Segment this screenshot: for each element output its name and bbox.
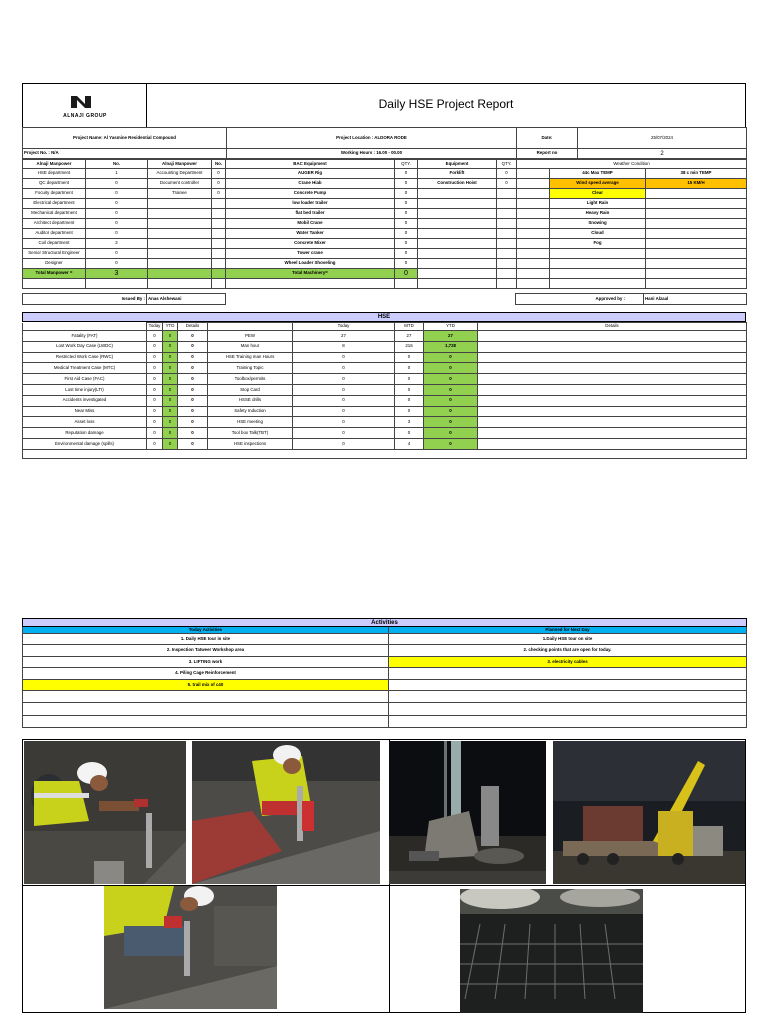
logo-name: ALNAJI GROUP xyxy=(63,113,107,119)
hse-metric-details xyxy=(478,438,747,449)
hse-metric-details xyxy=(478,352,747,363)
site-photo-worker-tool xyxy=(192,741,380,884)
hse-metric-today: 0 xyxy=(293,363,395,374)
hse-indicator-label: Near Miss xyxy=(23,406,147,417)
hse-indicator-label: Restricted Work Case (RWC) xyxy=(23,352,147,363)
equipment-name: AUGER Rig xyxy=(226,169,395,179)
total-manpower-label: Total Manpower = xyxy=(23,269,86,279)
hse-metric-mtd: 0 xyxy=(395,428,424,439)
next-day-activity-item: 2. checking points that are open for today. xyxy=(389,645,747,656)
weather-condition: Light Rain xyxy=(550,199,646,209)
hse-metric-label: Safety Induction xyxy=(208,406,293,417)
manpower2-count: 0 xyxy=(212,189,226,199)
hse-indicator-details: 0 xyxy=(178,395,208,406)
hse-title-bar xyxy=(22,312,746,322)
today-activity-item: 4. Piling Cage Reinforcement xyxy=(23,668,389,679)
manpower-count: 2 xyxy=(86,239,148,249)
issued-by-value: Anas Alshewani xyxy=(147,294,226,305)
hse-metric-label: Man hour xyxy=(208,341,293,352)
hse-indicator-today: 0 xyxy=(147,438,163,449)
hse-indicator-details: 0 xyxy=(178,341,208,352)
hse-metric-ytd: 27 xyxy=(424,331,478,342)
equipment-qty: 0 xyxy=(395,209,418,219)
hse-metric-mtd: 4 xyxy=(395,438,424,449)
total-machinery-value: 0 xyxy=(395,269,418,279)
hse-indicator-details: 0 xyxy=(178,363,208,374)
alnaji-logo-icon xyxy=(69,95,93,109)
hse-metric-ytd: 0 xyxy=(424,417,478,428)
equipment-name: Concrete Pump xyxy=(226,189,395,199)
hse-metric-mtd: 0 xyxy=(395,395,424,406)
equipment2-col-header: Equipment xyxy=(418,160,497,169)
hse-right-details-header: Details xyxy=(478,323,747,331)
hse-indicator-ytd: 0 xyxy=(163,341,178,352)
manpower-name: Auditor department xyxy=(23,229,86,239)
next-day-activity-item: 3. electricity cables xyxy=(389,656,747,667)
hse-metric-mtd: 27 xyxy=(395,331,424,342)
equipment-qty: 0 xyxy=(395,169,418,179)
equipment-name: Crane Hiab xyxy=(226,179,395,189)
hse-left-ytd-header: YTD xyxy=(163,323,178,331)
hse-indicator-label: First Aid Case (FAC) xyxy=(23,374,147,385)
hse-metric-ytd: 0 xyxy=(424,384,478,395)
manpower-name: HSE department xyxy=(23,169,86,179)
weather-condition: Cloud xyxy=(550,229,646,239)
weather-condition: Clear xyxy=(550,189,646,199)
hse-indicator-details: 0 xyxy=(178,352,208,363)
hse-indicator-details: 0 xyxy=(178,428,208,439)
today-activity-item: 2. Inspection Tatweer Workshop area xyxy=(23,645,389,656)
manpower-count: 0 xyxy=(86,249,148,259)
min-temp: 38 c min TEMP xyxy=(646,169,747,179)
hse-metric-ytd: 0 xyxy=(424,374,478,385)
manpower-count: 0 xyxy=(86,199,148,209)
equipment2-qty-header: QTY. xyxy=(497,160,517,169)
manpower-name: Mechanical department xyxy=(23,209,86,219)
hse-metric-today: 0 xyxy=(293,417,395,428)
report-no-label: Report no xyxy=(517,149,578,159)
working-hours: Working Hours : 16.00 - 00.00 xyxy=(227,149,517,159)
manpower2-count: 0 xyxy=(212,169,226,179)
hse-left-details-header: Details xyxy=(178,323,208,331)
hse-metric-today: 0 xyxy=(293,438,395,449)
hse-metric-ytd: 0 xyxy=(424,363,478,374)
hse-indicator-label: Asset loss xyxy=(23,417,147,428)
hse-metric-today: 0 xyxy=(293,395,395,406)
hse-indicator-ytd: 0 xyxy=(163,352,178,363)
hse-indicator-today: 0 xyxy=(147,417,163,428)
hse-metric-today: 0 xyxy=(293,428,395,439)
hse-metric-ytd: 0 xyxy=(424,395,478,406)
hse-indicator-today: 0 xyxy=(147,384,163,395)
hse-metric-details xyxy=(478,363,747,374)
wind-speed-value: 15 KM/H xyxy=(646,179,747,189)
hse-metric-mtd: 0 xyxy=(395,374,424,385)
hse-indicator-today: 0 xyxy=(147,363,163,374)
hse-right-ytd-header: YTD xyxy=(424,323,478,331)
equipment2-qty: 0 xyxy=(497,179,517,189)
hse-indicator-today: 0 xyxy=(147,406,163,417)
manpower-name: Designer xyxy=(23,259,86,269)
report-title: Daily HSE Project Report xyxy=(378,97,514,111)
date-label: Date: xyxy=(517,128,578,149)
hse-metric-ytd: 1,728 xyxy=(424,341,478,352)
hse-metric-label: PEW xyxy=(208,331,293,342)
equipment-name: Concrete Mixer xyxy=(226,239,395,249)
hse-right-mtd-header: MTD xyxy=(395,323,424,331)
hse-metric-details xyxy=(478,417,747,428)
equipment2-qty: 0 xyxy=(497,169,517,179)
hse-metric-ytd: 0 xyxy=(424,352,478,363)
hse-left-today-header: Today xyxy=(147,323,163,331)
report-header xyxy=(22,83,746,127)
hse-title: HSE xyxy=(377,314,391,320)
max-temp: 44c Max TEMP xyxy=(550,169,646,179)
report-no-value: 2 xyxy=(578,149,747,159)
site-photo-crane-truck xyxy=(553,741,745,884)
hse-metric-label: HSSE drills xyxy=(208,395,293,406)
hse-metric-label: HSE Training man Hours xyxy=(208,352,293,363)
approved-by-label: Approved by : xyxy=(578,294,644,305)
hse-metric-today: 0 xyxy=(293,374,395,385)
manpower2-no-header: No. xyxy=(212,160,226,169)
wind-speed-label: Wind speed average xyxy=(550,179,646,189)
site-photo-piling-rig xyxy=(389,741,546,884)
manpower-col-header: Alnaji Manpower xyxy=(23,160,86,169)
hse-indicator-today: 0 xyxy=(147,395,163,406)
hse-indicator-ytd: 0 xyxy=(163,428,178,439)
activities-title: Activities xyxy=(23,619,747,627)
manpower-count: 0 xyxy=(86,179,148,189)
hse-metric-label: Training Topic xyxy=(208,363,293,374)
equipment-qty: 0 xyxy=(395,249,418,259)
info-table xyxy=(22,127,747,159)
equipment-qty-header: QTY. xyxy=(395,160,418,169)
site-photo-worker-mixing xyxy=(104,886,277,1009)
hse-indicator-details: 0 xyxy=(178,438,208,449)
hse-indicator-ytd: 0 xyxy=(163,438,178,449)
hse-indicator-ytd: 0 xyxy=(163,406,178,417)
hse-indicator-ytd: 0 xyxy=(163,331,178,342)
hse-metric-today: 0 xyxy=(293,406,395,417)
hse-indicator-ytd: 0 xyxy=(163,384,178,395)
manpower2-count: 0 xyxy=(212,179,226,189)
manpower-count: 0 xyxy=(86,229,148,239)
hse-metric-ytd: 0 xyxy=(424,428,478,439)
hse-metric-label: HSE inspections xyxy=(208,438,293,449)
equipment-qty: 0 xyxy=(395,219,418,229)
next-day-header: Planned for Next Day xyxy=(389,627,747,634)
manpower-count: 0 xyxy=(86,259,148,269)
manpower-count: 0 xyxy=(86,209,148,219)
equipment-name: Water Tanker xyxy=(226,229,395,239)
hse-indicator-details: 0 xyxy=(178,374,208,385)
manpower-count: 0 xyxy=(86,189,148,199)
hse-metric-ytd: 0 xyxy=(424,406,478,417)
hse-right-today-header: Today xyxy=(293,323,395,331)
hse-metric-today: 0 xyxy=(293,352,395,363)
weather-condition: Fog xyxy=(550,239,646,249)
weather-condition: Heavy Rain xyxy=(550,209,646,219)
hse-indicator-ytd: 0 xyxy=(163,395,178,406)
manpower-count: 1 xyxy=(86,169,148,179)
manpower-no-header: No. xyxy=(86,160,148,169)
approved-by-value: Hani Alzaal xyxy=(644,294,747,305)
today-activity-item: 1. Daily HSE tour in site xyxy=(23,634,389,645)
today-activity-item: 5. trail mix of c40 xyxy=(23,679,389,690)
hse-metric-details xyxy=(478,341,747,352)
equipment-col-header: BAC Equipment xyxy=(226,160,395,169)
manpower-count: 0 xyxy=(86,219,148,229)
equipment-name: Tower crane xyxy=(226,249,395,259)
weather-title: Weather Condition xyxy=(517,160,747,169)
manpower2-col-header: Alnaji Manpower xyxy=(148,160,212,169)
equipment-name: Wheel Loader Shoveling xyxy=(226,259,395,269)
hse-indicator-details: 0 xyxy=(178,384,208,395)
hse-metric-label: HSE meeting xyxy=(208,417,293,428)
project-name: Project Name: Al Yasmine Residential Compound xyxy=(23,128,227,149)
activities-table xyxy=(22,618,747,728)
hse-metric-label: Toolbox/permits xyxy=(208,374,293,385)
hse-indicator-label: Fatality (FAT) xyxy=(23,331,147,342)
hse-metric-details xyxy=(478,395,747,406)
hse-indicator-today: 0 xyxy=(147,331,163,342)
hse-indicator-details: 0 xyxy=(178,417,208,428)
site-photo-rebar-night xyxy=(460,889,643,1013)
project-location: Project Location : ALDORA RODE xyxy=(227,128,517,149)
hse-indicator-today: 0 xyxy=(147,352,163,363)
manpower2-name: Accounting Department xyxy=(148,169,212,179)
equipment-qty: 0 xyxy=(395,199,418,209)
hse-metric-label: Stop Card xyxy=(208,384,293,395)
logo-cell xyxy=(23,84,147,127)
signoff-table xyxy=(22,293,747,305)
hse-table xyxy=(22,322,747,459)
next-day-activity-item: 1.Daily HSE tour on site xyxy=(389,634,747,645)
total-machinery-label: Total Machinery= xyxy=(226,269,395,279)
hse-indicator-details: 0 xyxy=(178,406,208,417)
hse-metric-ytd: 0 xyxy=(424,438,478,449)
resource-table xyxy=(22,159,747,289)
hse-metric-details xyxy=(478,384,747,395)
equipment-qty: 0 xyxy=(395,239,418,249)
hse-metric-details xyxy=(478,406,747,417)
hse-indicator-label: Reputation damage xyxy=(23,428,147,439)
manpower-name: Architect department xyxy=(23,219,86,229)
hse-metric-mtd: 216 xyxy=(395,341,424,352)
hse-metric-details xyxy=(478,374,747,385)
hse-metric-mtd: 0 xyxy=(395,384,424,395)
manpower-name: Senior Structural Engineer xyxy=(23,249,86,259)
hse-indicator-label: Lost Work Day Case (LWDC) xyxy=(23,341,147,352)
manpower2-name: Document controller xyxy=(148,179,212,189)
hse-indicator-ytd: 0 xyxy=(163,374,178,385)
weather-condition: Snowing xyxy=(550,219,646,229)
hse-indicator-label: Environmental damage (spills) xyxy=(23,438,147,449)
manpower-name: QC department xyxy=(23,179,86,189)
equipment-name: flat bed trailer xyxy=(226,209,395,219)
issued-by-label: Issued By : xyxy=(23,294,147,305)
hse-metric-today: 27 xyxy=(293,331,395,342)
today-activities-header: Today Activities xyxy=(23,627,389,634)
hse-metric-details xyxy=(478,428,747,439)
hse-indicator-today: 0 xyxy=(147,428,163,439)
today-activity-item: 3. LIFTING work xyxy=(23,656,389,667)
hse-indicator-today: 0 xyxy=(147,341,163,352)
hse-metric-details xyxy=(478,331,747,342)
equipment-qty: 0 xyxy=(395,259,418,269)
manpower2-name: Trainee xyxy=(148,189,212,199)
equipment-qty: 0 xyxy=(395,179,418,189)
equipment-qty: 0 xyxy=(395,189,418,199)
manpower-name: Electrical department xyxy=(23,199,86,209)
date-value: 25/07/2024 xyxy=(578,128,747,149)
hse-metric-mtd: 0 xyxy=(395,406,424,417)
hse-metric-mtd: 0 xyxy=(395,352,424,363)
equipment-name: Mobil Crane xyxy=(226,219,395,229)
hse-metric-today: 8 xyxy=(293,341,395,352)
hse-indicator-label: Lost time injury(LTI) xyxy=(23,384,147,395)
hse-metric-mtd: 0 xyxy=(395,363,424,374)
hse-metric-label: Tool box Talk(TBT) xyxy=(208,428,293,439)
equipment2-name: Construction Hoist xyxy=(418,179,497,189)
total-manpower-value: 3 xyxy=(86,269,148,279)
manpower-name: Coil department xyxy=(23,239,86,249)
hse-metric-mtd: 3 xyxy=(395,417,424,428)
hse-indicator-ytd: 0 xyxy=(163,417,178,428)
equipment2-name: Forklift xyxy=(418,169,497,179)
hse-metric-today: 0 xyxy=(293,384,395,395)
equipment-name: low loader trailer xyxy=(226,199,395,209)
manpower-name: Focuity department xyxy=(23,189,86,199)
project-number: Project No. : N/A xyxy=(23,149,227,159)
site-photo-worker-cutting xyxy=(24,741,186,884)
hse-indicator-ytd: 0 xyxy=(163,363,178,374)
hse-indicator-label: Medical Treatment Case (MTC) xyxy=(23,363,147,374)
equipment-qty: 0 xyxy=(395,229,418,239)
hse-indicator-label: Accidents investigated xyxy=(23,395,147,406)
hse-indicator-today: 0 xyxy=(147,374,163,385)
hse-indicator-details: 0 xyxy=(178,331,208,342)
